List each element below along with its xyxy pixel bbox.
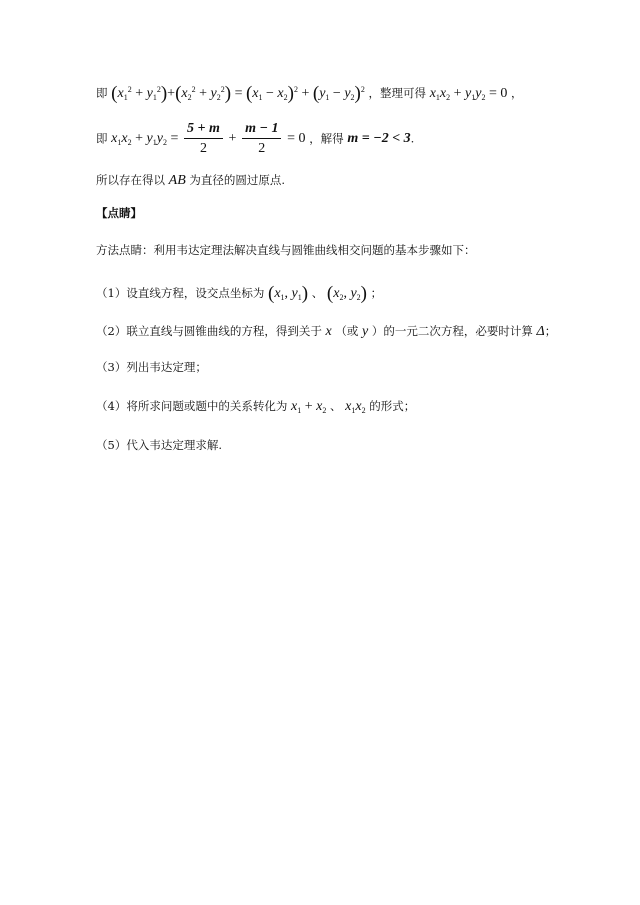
step-2-text-2: （或 xyxy=(335,324,359,338)
step-4-separator: 、 xyxy=(329,399,342,413)
tail-text: ，解得 xyxy=(309,131,344,146)
tail-text: ，整理可得 xyxy=(368,86,427,100)
product-expression: $x_1x_2$ xyxy=(345,399,366,415)
variable-y: y xyxy=(362,324,369,339)
step-1-end: ； xyxy=(370,286,383,300)
sum-expression: $x_1 + x_2$ xyxy=(290,399,327,415)
point-1-coordinates: ($x_1$, $y_1$) xyxy=(267,283,309,304)
equation-line-1 xyxy=(96,84,523,103)
intro-paragraph: 方法点睛：利用韦达定理法解决直线与圆锥曲线相交问题的基本步骤如下： xyxy=(96,243,476,257)
fraction-2 xyxy=(242,122,281,156)
equation-line-2 xyxy=(96,122,414,156)
result-expression: m = −2 < 3 xyxy=(347,131,411,146)
dot-product-zero: $x_1x_2 + y_1y_2 = 0$ xyxy=(429,86,508,102)
section-heading: 【点睛】 xyxy=(96,206,142,220)
fraction-1 xyxy=(184,122,223,156)
lead-text: 即 xyxy=(96,131,108,146)
conclusion-text-1: 所以存在得以 xyxy=(96,173,165,187)
fraction-2-denominator: 2 xyxy=(258,141,266,156)
equals-zero: = 0 xyxy=(287,131,306,146)
point-2-coordinates: ($x_2$, $y_2$) xyxy=(326,283,367,304)
step-1-separator: 、 xyxy=(311,286,324,300)
segment-ab: AB xyxy=(168,173,186,188)
step-4 xyxy=(96,400,415,415)
sum-of-squares-expression: $(x_1^2 + y_1^2)+(x_2^2 + y_2^2) = (x_1 - x_2)^2 + (y_1 - y_2)^2$ xyxy=(111,83,365,104)
step-2-text-3: ）的一元二次方程，必要时计算 xyxy=(371,324,533,338)
fraction-1-numerator: 5 + m xyxy=(184,122,223,139)
end-text: ， xyxy=(511,86,523,100)
step-5: （5）代入韦达定理求解. xyxy=(96,438,222,452)
fraction-1-denominator: 2 xyxy=(199,141,207,156)
step-2-end: ； xyxy=(544,324,557,338)
step-4-text-2: 的形式； xyxy=(369,399,416,413)
step-2-text-1: （2）联立直线与圆锥曲线的方程，得到关于 xyxy=(96,324,322,338)
fraction-2-numerator: m − 1 xyxy=(242,122,281,139)
step-2 xyxy=(96,325,556,339)
lead-text: 即 xyxy=(96,86,108,100)
dot-product-lhs: $x_1x_2 + y_1y_2$ = xyxy=(111,130,179,147)
plus-sign: + xyxy=(228,131,237,146)
conclusion-line xyxy=(96,174,285,188)
step-1-text: （1）设直线方程，设交点坐标为 xyxy=(96,286,265,300)
discriminant-symbol: Δ xyxy=(536,324,545,339)
end-text: . xyxy=(410,131,415,146)
step-4-text-1: （4）将所求问题或题中的关系转化为 xyxy=(96,399,288,413)
step-3: （3）列出韦达定理； xyxy=(96,360,207,374)
variable-x: x xyxy=(325,324,332,339)
conclusion-text-2: 为直径的圆过原点. xyxy=(189,173,286,187)
step-1 xyxy=(96,284,382,303)
